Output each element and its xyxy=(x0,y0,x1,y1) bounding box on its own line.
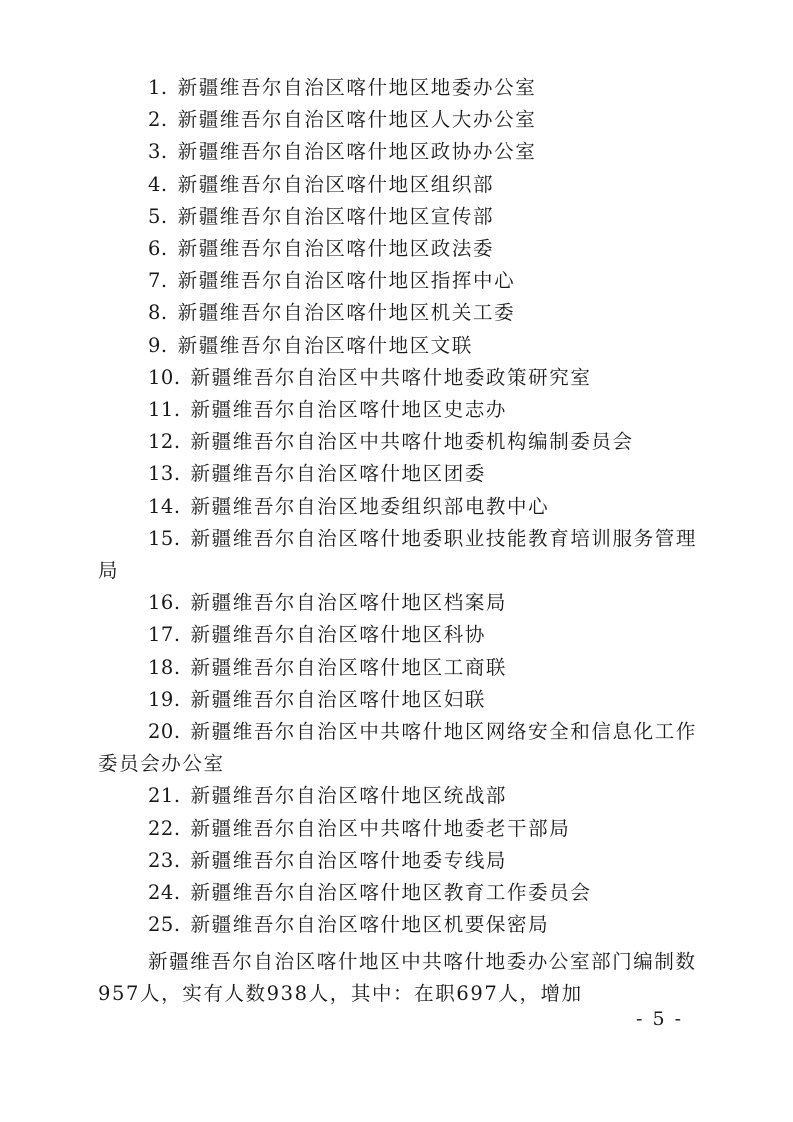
list-item xyxy=(98,104,698,136)
item-number: 12. xyxy=(148,430,181,454)
item-text: 新疆维吾尔自治区喀什地区史志办 xyxy=(190,398,508,422)
item-text: 新疆维吾尔自治区喀什地区团委 xyxy=(190,462,486,486)
item-number: 10. xyxy=(148,365,181,389)
list-item xyxy=(98,652,698,684)
item-text: 新疆维吾尔自治区喀什地区组织部 xyxy=(177,172,495,196)
item-number: 16. xyxy=(148,591,181,615)
list-item xyxy=(98,136,698,168)
item-number: 15. xyxy=(148,526,181,550)
item-text: 新疆维吾尔自治区地委组织部电教中心 xyxy=(190,494,550,518)
item-number: 21. xyxy=(148,784,181,808)
list-item xyxy=(98,587,698,619)
list-item xyxy=(98,619,698,651)
unit-list xyxy=(98,72,698,941)
item-text: 新疆维吾尔自治区喀什地委职业技能教育培训服务管理局 xyxy=(98,526,697,583)
item-text: 新疆维吾尔自治区喀什地区政协办公室 xyxy=(177,140,537,164)
item-text: 新疆维吾尔自治区喀什地区宣传部 xyxy=(177,204,495,228)
item-number: 20. xyxy=(148,720,181,744)
list-item xyxy=(98,362,698,394)
list-item xyxy=(98,394,698,426)
item-text: 新疆维吾尔自治区喀什地区科协 xyxy=(190,623,486,647)
list-item xyxy=(98,780,698,812)
item-number: 17. xyxy=(148,623,181,647)
list-item xyxy=(98,491,698,523)
page-number: - 5 - xyxy=(636,1008,684,1030)
list-item xyxy=(98,297,698,329)
item-number: 3. xyxy=(148,140,168,164)
item-number: 4. xyxy=(148,172,168,196)
item-text: 新疆维吾尔自治区喀什地区机要保密局 xyxy=(190,913,550,937)
item-number: 19. xyxy=(148,687,181,711)
item-text: 新疆维吾尔自治区喀什地区地委办公室 xyxy=(177,76,537,99)
item-text: 新疆维吾尔自治区喀什地区指挥中心 xyxy=(177,269,516,293)
item-number: 9. xyxy=(148,333,168,357)
item-number: 5. xyxy=(148,204,168,228)
item-number: 13. xyxy=(148,462,181,486)
list-item xyxy=(98,426,698,458)
list-item xyxy=(98,877,698,909)
item-text: 新疆维吾尔自治区喀什地委专线局 xyxy=(190,848,508,872)
item-number: 2. xyxy=(148,108,168,132)
list-item xyxy=(98,72,698,104)
item-number: 24. xyxy=(148,881,181,905)
item-number: 11. xyxy=(148,398,181,422)
item-text: 新疆维吾尔自治区喀什地区工商联 xyxy=(190,655,508,679)
list-item xyxy=(98,330,698,362)
item-text: 新疆维吾尔自治区喀什地区文联 xyxy=(177,333,474,357)
item-text: 新疆维吾尔自治区中共喀什地区网络安全和信息化工作委员会办公室 xyxy=(98,720,697,776)
item-text: 新疆维吾尔自治区中共喀什地委政策研究室 xyxy=(190,365,592,389)
list-item xyxy=(98,233,698,265)
list-item xyxy=(98,716,698,780)
item-number: 6. xyxy=(148,237,168,261)
item-text: 新疆维吾尔自治区喀什地区妇联 xyxy=(190,687,486,711)
item-text: 新疆维吾尔自治区喀什地区统战部 xyxy=(190,784,508,808)
list-item xyxy=(98,523,698,587)
staffing-paragraph: 新疆维吾尔自治区喀什地区中共喀什地委办公室部门编制数957人，实有人数938人，其中：在职697人，增加 xyxy=(98,950,697,1006)
item-text: 新疆维吾尔自治区中共喀什地委老干部局 xyxy=(190,816,571,840)
item-number: 7. xyxy=(148,269,168,293)
list-item xyxy=(98,813,698,845)
item-text: 新疆维吾尔自治区中共喀什地委机构编制委员会 xyxy=(190,430,634,454)
item-number: 18. xyxy=(148,655,181,679)
list-item xyxy=(98,201,698,233)
item-text: 新疆维吾尔自治区喀什地区人大办公室 xyxy=(177,108,537,132)
item-number: 1. xyxy=(148,76,168,99)
list-item xyxy=(98,265,698,297)
list-item xyxy=(98,845,698,877)
item-number: 14. xyxy=(148,494,181,518)
item-text: 新疆维吾尔自治区喀什地区机关工委 xyxy=(177,301,516,325)
list-item xyxy=(98,458,698,490)
item-number: 22. xyxy=(148,816,181,840)
list-item xyxy=(98,684,698,716)
item-text: 新疆维吾尔自治区喀什地区档案局 xyxy=(190,591,508,615)
list-item xyxy=(98,909,698,941)
item-number: 25. xyxy=(148,913,181,937)
item-text: 新疆维吾尔自治区喀什地区教育工作委员会 xyxy=(190,881,592,905)
item-text: 新疆维吾尔自治区喀什地区政法委 xyxy=(177,237,495,261)
list-item xyxy=(98,169,698,201)
item-number: 8. xyxy=(148,301,168,325)
item-number: 23. xyxy=(148,848,181,872)
